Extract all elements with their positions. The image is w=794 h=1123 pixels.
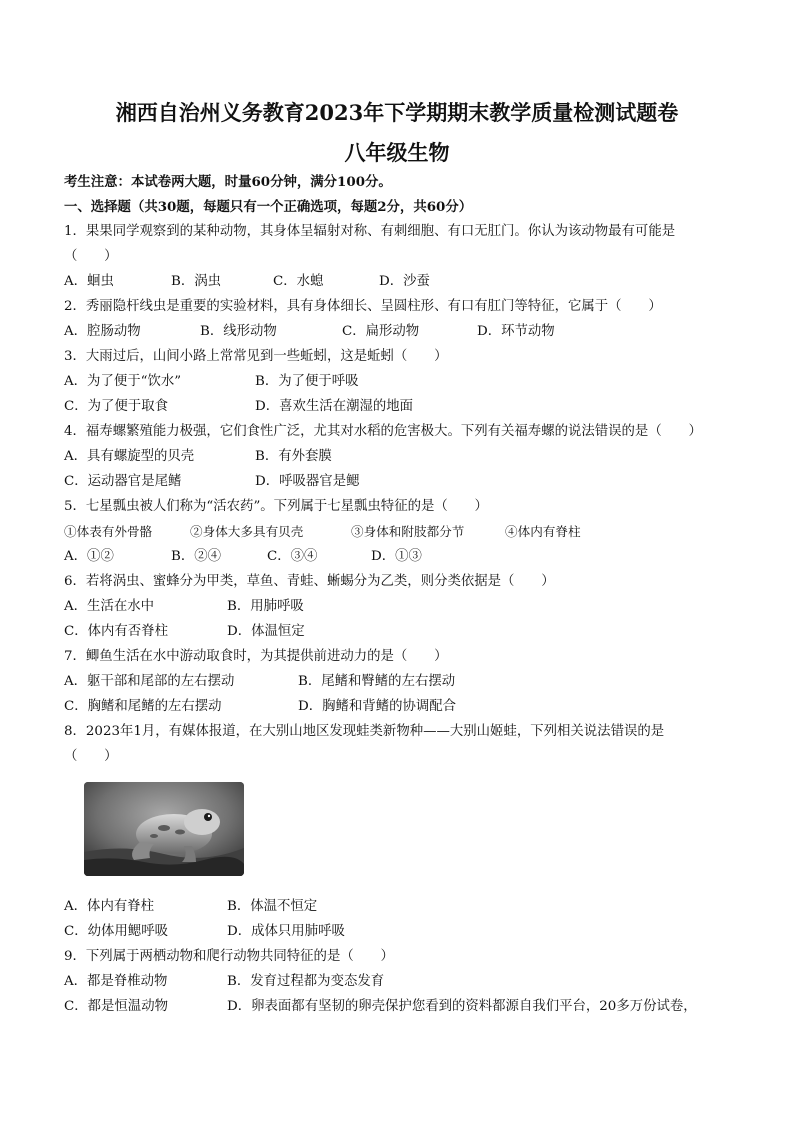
exam-notice: 考生注意：本试卷两大题，时量60分钟，满分100分。 xyxy=(64,174,392,190)
option-b: B．发育过程都为变态发育 xyxy=(227,974,385,989)
option-a: A．为了便于“饮水” xyxy=(64,374,182,389)
question-5-options xyxy=(64,548,744,566)
option-c: C．都是恒温动物 xyxy=(64,999,168,1014)
question-9-options-row2 xyxy=(64,998,744,1016)
option-a: A．躯干部和尾部的左右摆动 xyxy=(64,674,235,689)
option-a: A．①② xyxy=(64,549,114,564)
option-b: B．用肺呼吸 xyxy=(227,599,304,614)
option-c: C．为了便于取食 xyxy=(64,399,168,414)
question-3-options-row1 xyxy=(64,373,744,391)
statement-3: ③身体和附肢都分节 xyxy=(351,524,465,539)
question-4-options-row1 xyxy=(64,448,744,466)
question-1-stem: 1．果果同学观察到的某种动物，其身体呈辐射对称、有刺细胞、有口无肛门。你认为该动物最有可能是 xyxy=(64,224,676,239)
option-d: D．成体只用肺呼吸 xyxy=(227,924,345,939)
exam-subtitle: 八年级生物 xyxy=(344,140,450,165)
option-a: A．生活在水中 xyxy=(64,599,155,614)
option-d: D．沙蚕 xyxy=(379,274,430,289)
section-heading: 一、选择题（共30题，每题只有一个正确选项，每题2分，共60分） xyxy=(64,199,473,215)
question-7-options-row1 xyxy=(64,673,744,691)
statement-4: ④体内有脊柱 xyxy=(505,524,581,539)
option-d: D．体温恒定 xyxy=(227,624,305,639)
option-d: D．卵表面都有坚韧的卵壳保护您看到的资料都源自我们平台，20多万份试卷， xyxy=(227,999,697,1014)
question-9-stem: 9．下列属于两栖动物和爬行动物共同特征的是（ ） xyxy=(64,949,394,964)
option-d: D．胸鳍和背鳍的协调配合 xyxy=(298,699,457,714)
option-b: B．线形动物 xyxy=(200,324,277,339)
question-1-options xyxy=(64,273,744,291)
option-c: C．③④ xyxy=(267,549,318,564)
option-d: D．环节动物 xyxy=(477,324,555,339)
question-5-statements xyxy=(64,523,744,541)
option-c: C．扁形动物 xyxy=(342,324,420,339)
question-5-stem: 5．七星瓢虫被人们称为“活农药”。下列属于七星瓢虫特征的是（ ） xyxy=(64,499,488,514)
option-d: D．①③ xyxy=(371,549,422,564)
option-d: D．喜欢生活在潮湿的地面 xyxy=(255,399,414,414)
option-a: A．都是脊椎动物 xyxy=(64,974,168,989)
question-8-stem: 8．2023年1月，有媒体报道，在大别山地区发现蛙类新物种——大别山姬蛙，下列相关说法错误的是 xyxy=(64,724,665,739)
statement-1: ①体表有外骨骼 xyxy=(64,524,153,539)
question-4-options-row2 xyxy=(64,473,744,491)
option-d: D．呼吸器官是鳃 xyxy=(255,474,360,489)
question-6-options-row2 xyxy=(64,623,744,641)
option-a: A．体内有脊柱 xyxy=(64,899,155,914)
question-3-options-row2 xyxy=(64,398,744,416)
frog-icon xyxy=(84,782,244,876)
question-6-stem: 6．若将涡虫、蜜蜂分为甲类，草鱼、青蛙、蜥蜴分为乙类，则分类依据是（ ） xyxy=(64,574,555,589)
question-4-stem: 4．福寿螺繁殖能力极强，它们食性广泛，尤其对水稻的危害极大。下列有关福寿螺的说法错误的是（ ） xyxy=(64,424,702,439)
option-b: B．为了便于呼吸 xyxy=(255,374,359,389)
statement-2: ②身体大多具有贝壳 xyxy=(190,524,304,539)
question-3-stem: 3．大雨过后，山间小路上常常见到一些蚯蚓，这是蚯蚓（ ） xyxy=(64,349,448,364)
option-a: A．蛔虫 xyxy=(64,274,114,289)
question-6-options-row1 xyxy=(64,598,744,616)
option-c: C．水螅 xyxy=(273,274,324,289)
exam-title: 湘西自治州义务教育2023年下学期期末教学质量检测试题卷 xyxy=(115,100,679,125)
frog-photo xyxy=(84,782,244,876)
question-9-options-row1 xyxy=(64,973,744,991)
question-7-stem: 7．鲫鱼生活在水中游动取食时，为其提供前进动力的是（ ） xyxy=(64,649,448,664)
option-a: A．具有螺旋型的贝壳 xyxy=(64,449,195,464)
question-8-options-row1 xyxy=(64,898,744,916)
question-2-options xyxy=(64,323,744,341)
question-8-options-row2 xyxy=(64,923,744,941)
option-c: C．胸鳍和尾鳍的左右摆动 xyxy=(64,699,222,714)
option-a: A．腔肠动物 xyxy=(64,324,141,339)
option-b: B．涡虫 xyxy=(171,274,222,289)
option-b: B．有外套膜 xyxy=(255,449,332,464)
option-c: C．运动器官是尾鳍 xyxy=(64,474,182,489)
question-8-blank: （ ） xyxy=(64,749,118,764)
question-1-blank: （ ） xyxy=(64,249,118,264)
option-b: B．体温不恒定 xyxy=(227,899,318,914)
option-b: B．尾鳍和臀鳍的左右摆动 xyxy=(298,674,456,689)
option-c: C．体内有否脊柱 xyxy=(64,624,168,639)
question-2-stem: 2．秀丽隐杆线虫是重要的实验材料，具有身体细长、呈圆柱形、有口有肛门等特征，它属于（ ） xyxy=(64,299,662,314)
option-b: B．②④ xyxy=(171,549,222,564)
option-c: C．幼体用鳃呼吸 xyxy=(64,924,168,939)
question-7-options-row2 xyxy=(64,698,744,716)
